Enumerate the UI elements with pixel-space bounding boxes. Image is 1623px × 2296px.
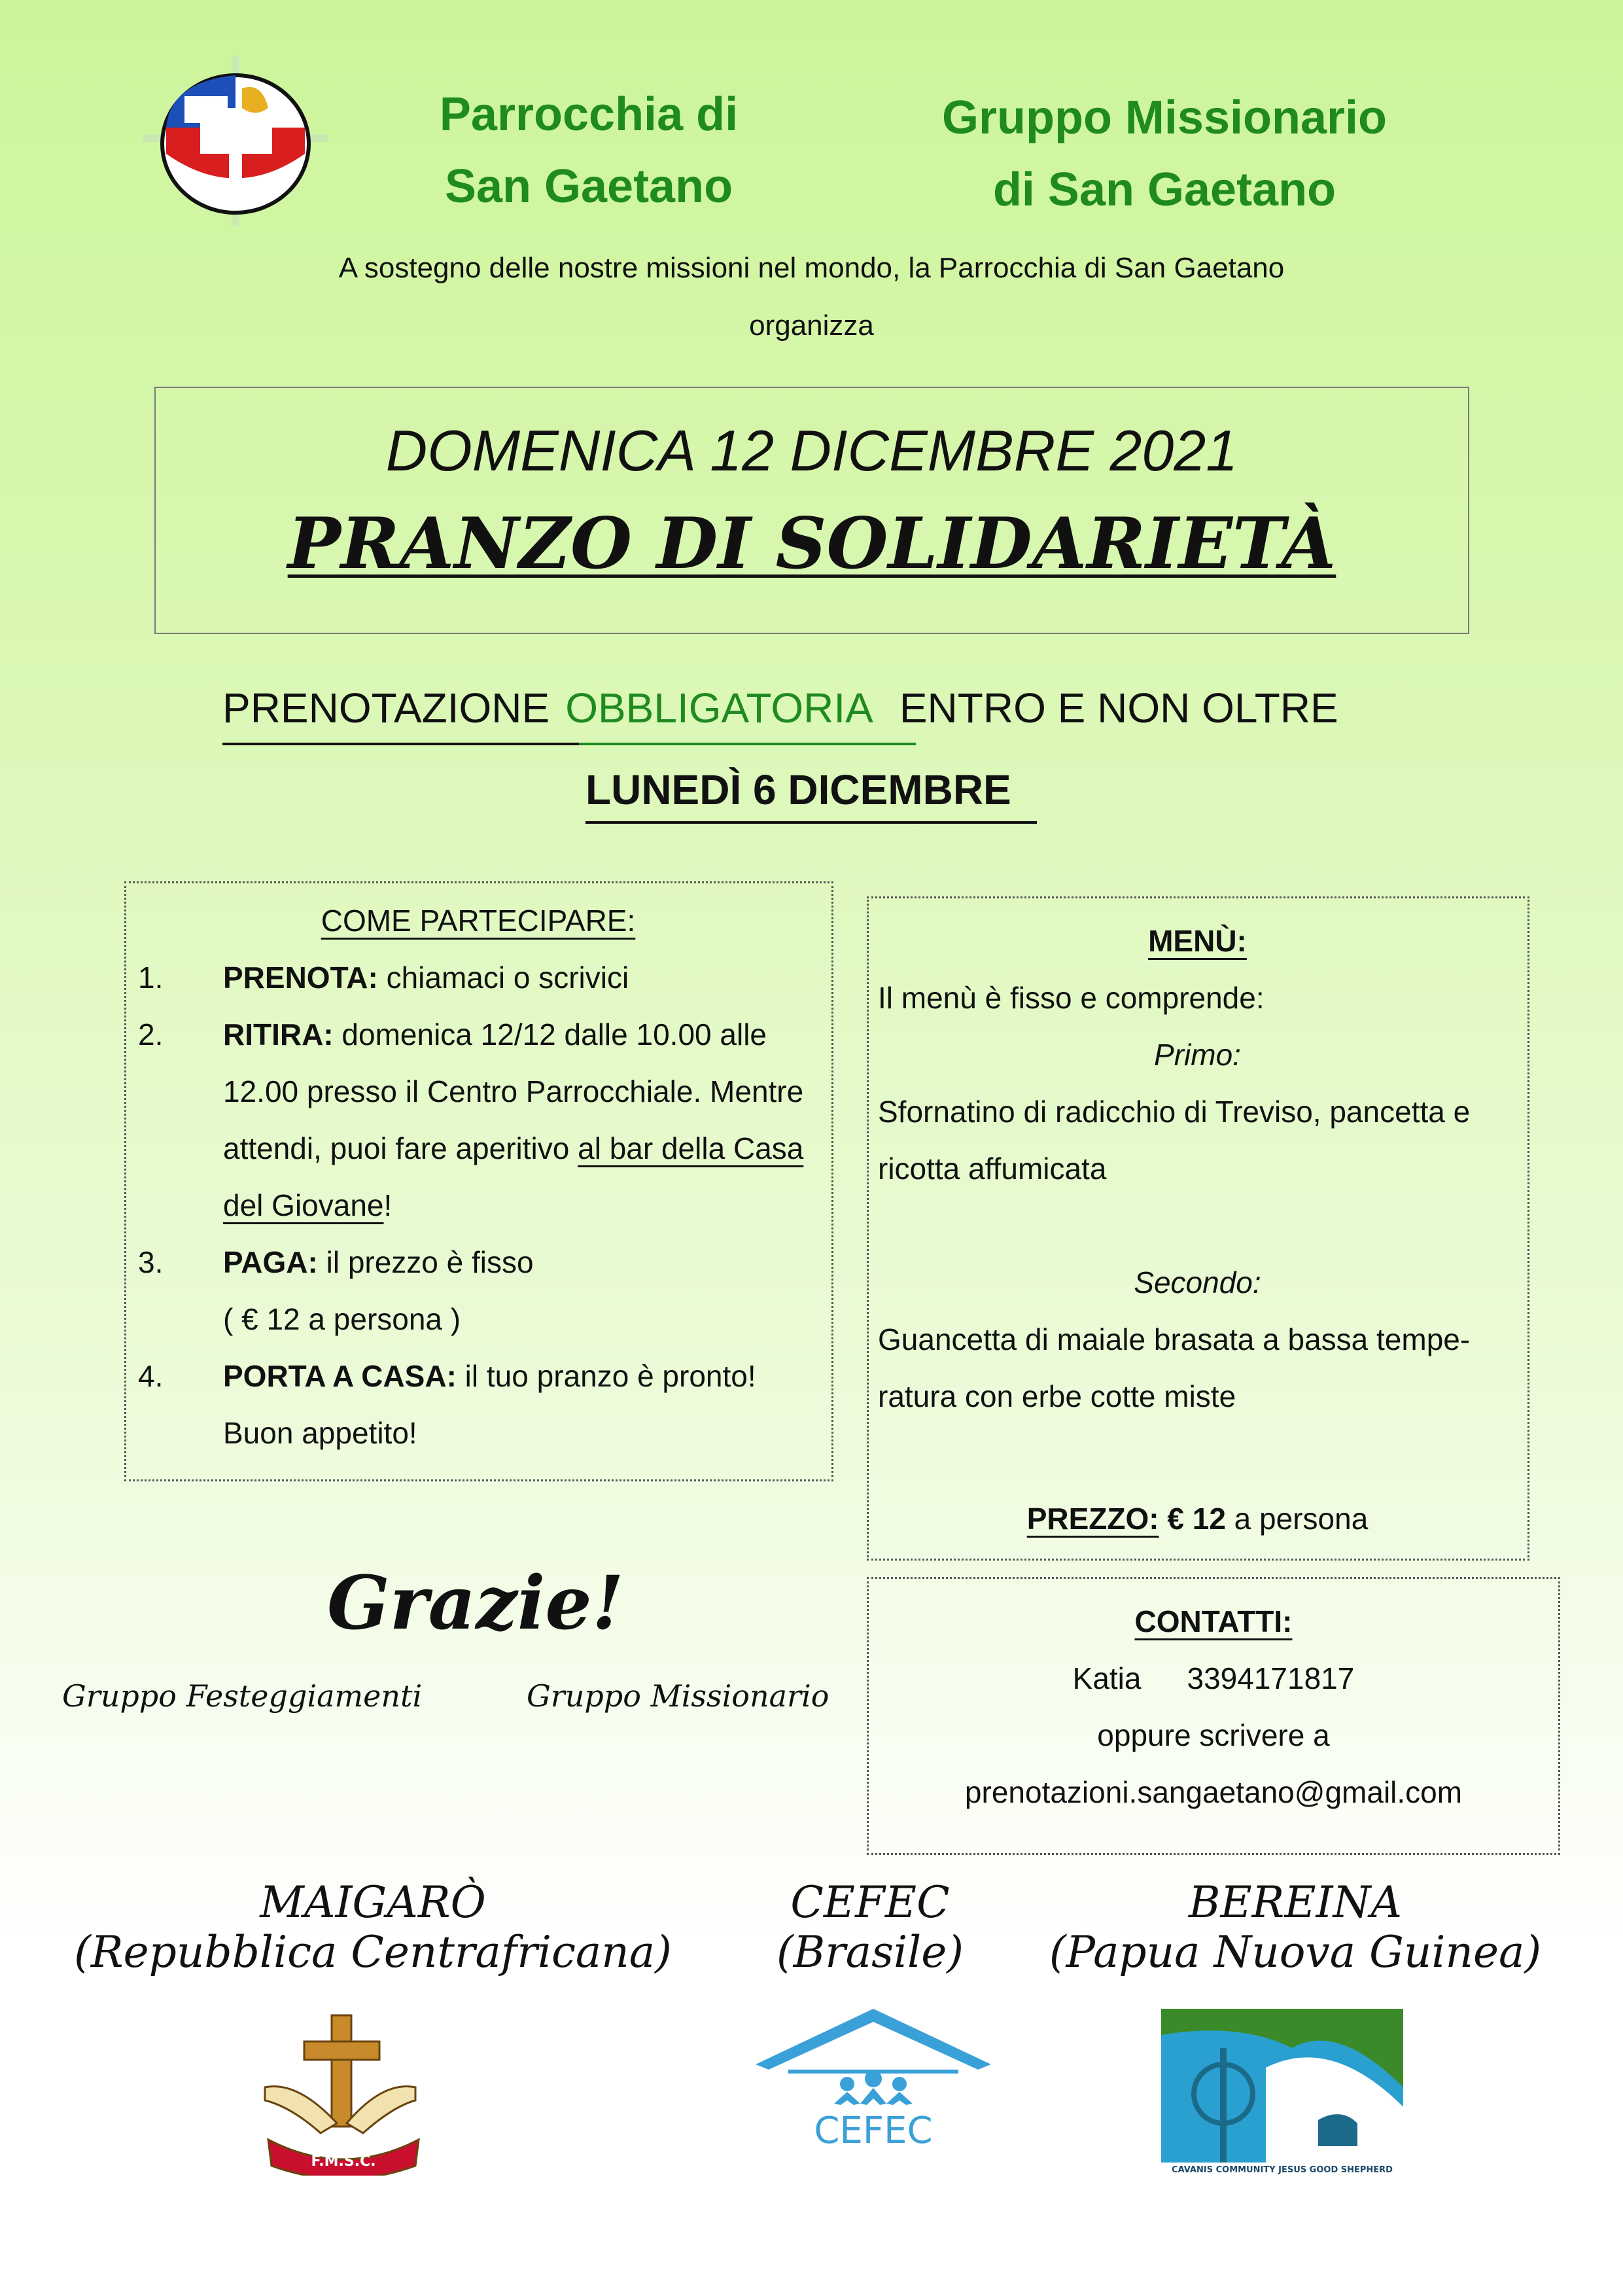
cavanis-logo-text: CAVANIS COMMUNITY JESUS GOOD SHEPHERD	[1172, 2165, 1393, 2175]
parish-logo	[137, 56, 334, 226]
how-to-box	[124, 881, 833, 1481]
fmsc-logo	[258, 2009, 428, 2176]
contact-phone: 3394171817	[1187, 1661, 1355, 1695]
group-name-line2: di San Gaetano	[992, 164, 1336, 216]
menu-intro: Il menù è fisso e comprende:	[878, 981, 1265, 1015]
mission-name: BEREINA	[1188, 1877, 1403, 1928]
booking-underline-1	[222, 743, 579, 745]
deadline-underline	[585, 821, 1037, 824]
steps-list	[138, 949, 818, 1462]
menu-heading: MENÙ:	[1148, 924, 1247, 958]
step-number: 4.	[138, 1359, 164, 1393]
cefec-logo	[756, 2005, 991, 2169]
thanks-word: Grazie!	[327, 1561, 624, 1646]
step-label: PORTA A CASA:	[223, 1359, 457, 1393]
thanks-group-2: Gruppo Missionario	[527, 1678, 829, 1714]
contacts-heading: CONTATTI:	[1134, 1604, 1293, 1638]
step-item	[138, 1006, 818, 1234]
mission-name: CEFEC	[790, 1877, 950, 1928]
contact-email[interactable]: prenotazioni.sangaetano@gmail.com	[964, 1775, 1463, 1809]
price-label: PREZZO:	[1026, 1502, 1159, 1536]
fmsc-logo-text: F.M.S.C.	[311, 2153, 376, 2170]
step-text-3: !	[383, 1188, 393, 1222]
step-label: RITIRA:	[223, 1017, 334, 1051]
step-text: domenica 12/12 dalle 10.00 alle 12.00 presso il Centro Parrocchiale.	[223, 1017, 767, 1108]
menu-second-dish-line2: ratura con erbe cotte miste	[878, 1379, 1236, 1413]
event-title: PRANZO DI SOLIDARIETÀ	[287, 503, 1336, 585]
booking-deadline: LUNEDÌ 6 DICEMBRE	[585, 766, 1011, 813]
step-text-2: ( € 12 a persona )	[223, 1302, 461, 1336]
contacts-box	[867, 1577, 1560, 1855]
cefec-logo-text: CEFEC	[814, 2110, 933, 2152]
booking-line	[222, 684, 1465, 732]
contact-name: Katia	[1072, 1661, 1142, 1695]
mission-country: (Brasile)	[776, 1927, 964, 1977]
intro-line2: organizza	[749, 309, 874, 342]
step-item	[138, 1348, 818, 1462]
bar-link-text: al bar della Casa del Giovane	[223, 1131, 804, 1222]
group-name-line1: Gruppo Missionario	[941, 92, 1387, 144]
step-item	[138, 1234, 818, 1348]
price-suffix: a persona	[1225, 1502, 1369, 1536]
contact-person	[875, 1650, 1552, 1707]
mission-country: (Papua Nuova Guinea)	[1049, 1927, 1542, 1977]
mission-country: (Repubblica Centrafricana)	[74, 1927, 672, 1977]
menu-second-dish-line1: Guancetta di maiale brasata a bassa tempe-	[878, 1322, 1471, 1356]
menu-second-label: Secondo:	[1134, 1265, 1261, 1299]
thanks-group-1: Gruppo Festeggiamenti	[62, 1678, 423, 1714]
booking-part1: PRENOTAZIONE	[222, 684, 550, 732]
booking-part2: OBBLIGATORIA	[565, 684, 873, 732]
price-value: € 12	[1167, 1502, 1226, 1536]
how-heading: COME PARTECIPARE:	[321, 904, 636, 938]
parish-name-line2: San Gaetano	[444, 160, 733, 213]
menu-box	[867, 896, 1529, 1561]
step-label: PRENOTA:	[223, 961, 378, 995]
menu-first-dish: Sfornatino di radicchio di Treviso, pancetta e ricotta affumicata	[878, 1095, 1471, 1186]
booking-part3: ENTRO E NON OLTRE	[899, 684, 1338, 732]
event-date: DOMENICA 12 DICEMBRE 2021	[385, 418, 1238, 483]
booking-underline-2	[579, 743, 916, 745]
step-text-2: Buon appetito!	[223, 1416, 417, 1450]
step-text: il tuo pranzo è pronto!	[456, 1359, 756, 1393]
parish-name-line1: Parrocchia di	[439, 88, 739, 141]
step-number: 1.	[138, 961, 164, 995]
contacts-or-write: oppure scrivere a	[1097, 1718, 1330, 1752]
step-item	[138, 949, 818, 1006]
cavanis-logo	[1161, 2009, 1403, 2176]
step-label: PAGA:	[223, 1245, 318, 1279]
mission-name: MAIGARÒ	[260, 1877, 486, 1928]
step-number: 3.	[138, 1245, 164, 1279]
step-text-2: Mentre attendi, puoi fare aperitivo	[223, 1074, 804, 1165]
menu-first-label: Primo:	[1154, 1038, 1241, 1072]
menu-price	[878, 1491, 1517, 1547]
intro-line1: A sostegno delle nostre missioni nel mondo, la Parrocchia di San Gaetano	[338, 252, 1285, 284]
step-text: chiamaci o scrivici	[377, 961, 629, 995]
event-box	[154, 387, 1469, 634]
step-number: 2.	[138, 1017, 164, 1051]
step-text: il prezzo è fisso	[317, 1245, 534, 1279]
